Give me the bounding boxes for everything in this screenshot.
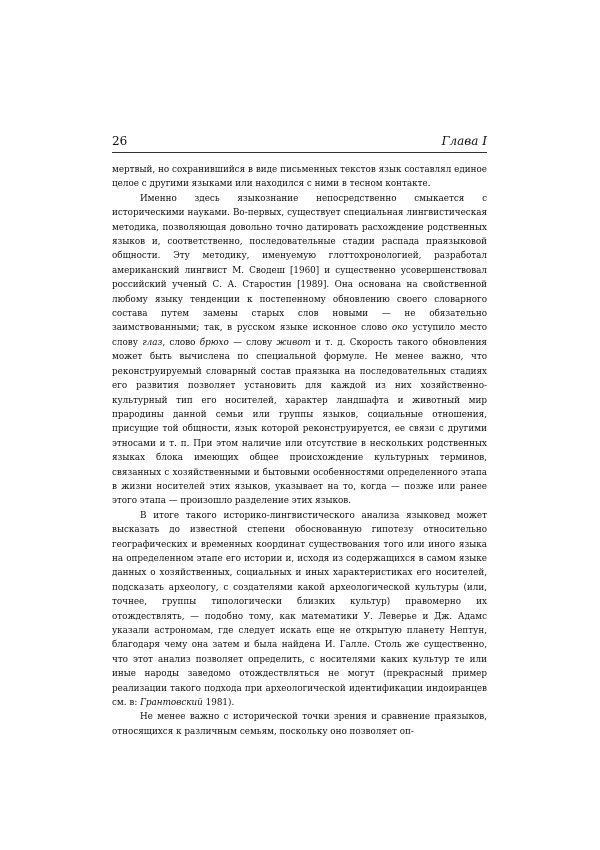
- text-run: Не менее важно с исторической точки зрения и сравнение праязыков, относящихся к различным семьям, поскольку оно позволяет оп-: [112, 712, 487, 737]
- text-run: , слово: [162, 337, 200, 348]
- text-run: мертвый, но сохранившийся в виде письменных текстов язык составлял единое целое с другими языками или находился с ними в тесном контакте.: [112, 165, 487, 190]
- paragraph-4: [112, 710, 487, 739]
- italic-term-glaz: глаз: [142, 337, 163, 348]
- text-run: 1981).: [202, 698, 235, 709]
- text-run: — слову: [228, 337, 277, 348]
- italic-term-oko: око: [391, 323, 408, 334]
- paragraph-2: [112, 192, 487, 509]
- header-divider: [112, 152, 487, 153]
- text-run: В итоге такого историко-лингвистического анализа языковед может высказать до известной степени обоснованную гипотезу относительно географических и временных координат существования того или иного языка на определенном этапе его истории и, исходя из содержащихся в самом языке данных о хозяйственных, социальных и иных характеристиках его носителей, подсказать археологу, с создателями какой археологической культуры (или, точнее, группы типологически близких культур) правомерно их отождествлять, — подобно тому, как математики У. Леверье и Дж. Адамс указали астрономам, где следует искать еще не открытую планету Нептун, благодаря чему она затем и была найдена И. Галле. Столь же существенно, что этот анализ позволяет определить, с носителями каких культур те или иные народы заведомо отождествляться не могут (прекрасный пример реализации такого подхода при археологической идентификации индоиранцев см. в:: [112, 510, 487, 709]
- paragraph-1: [112, 163, 487, 192]
- chapter-title: Глава I: [441, 134, 487, 148]
- italic-term-zhivot: живот: [276, 337, 311, 348]
- text-run: уступило место слову: [112, 323, 487, 348]
- paragraph-3: [112, 509, 487, 711]
- main-text: [112, 163, 487, 739]
- text-run: и т. д. Скорость такого обновления может быть вычислена по специальной формуле. Не менее важно, что реконструируемый словарный состав праязыка на последовательных стадиях его развития позволяет установить для каждой из них хозяйственно-культурный тип его носителей, характер ландшафта и животный мир прародины данной семьи или группы языков, социальные отношения, присущие той общности, язык которой реконструируется, ее связи с другими этносами и т. п. При этом наличие или отсутствие в нескольких родственных языках блока имеющих общее происхождение культурных терминов, связанных с хозяйственными и бытовыми особенностями определенного этапа в жизни носителей этих языков, указывает на то, когда — позже или ранее этого этапа — произошло разделение этих языков.: [112, 337, 487, 507]
- text-run: Именно здесь языкознание непосредственно смыкается с историческими науками. Во-первых, существует специальная лингвистическая методика, позволяющая довольно точно датировать расхождение родственных языков и, соответственно, последовательные стадии распада праязыковой общности. Эту методику, именуемую глоттохронологией, разработал американский лингвист М. Сводеш [1960] и существенно усовершенствовал российский ученый С. А. Старостин [1989]. Она основана на свойственной любому языку тенденции к постепенному обновлению своего словарного состава путем замены старых слов новыми — не обязательно заимствованными; так, в русском языке исконное слово: [112, 193, 487, 334]
- italic-term-bryukho: брюхо: [199, 337, 229, 348]
- page-number: 26: [112, 134, 128, 148]
- italic-citation-author: Грантовский: [140, 698, 203, 709]
